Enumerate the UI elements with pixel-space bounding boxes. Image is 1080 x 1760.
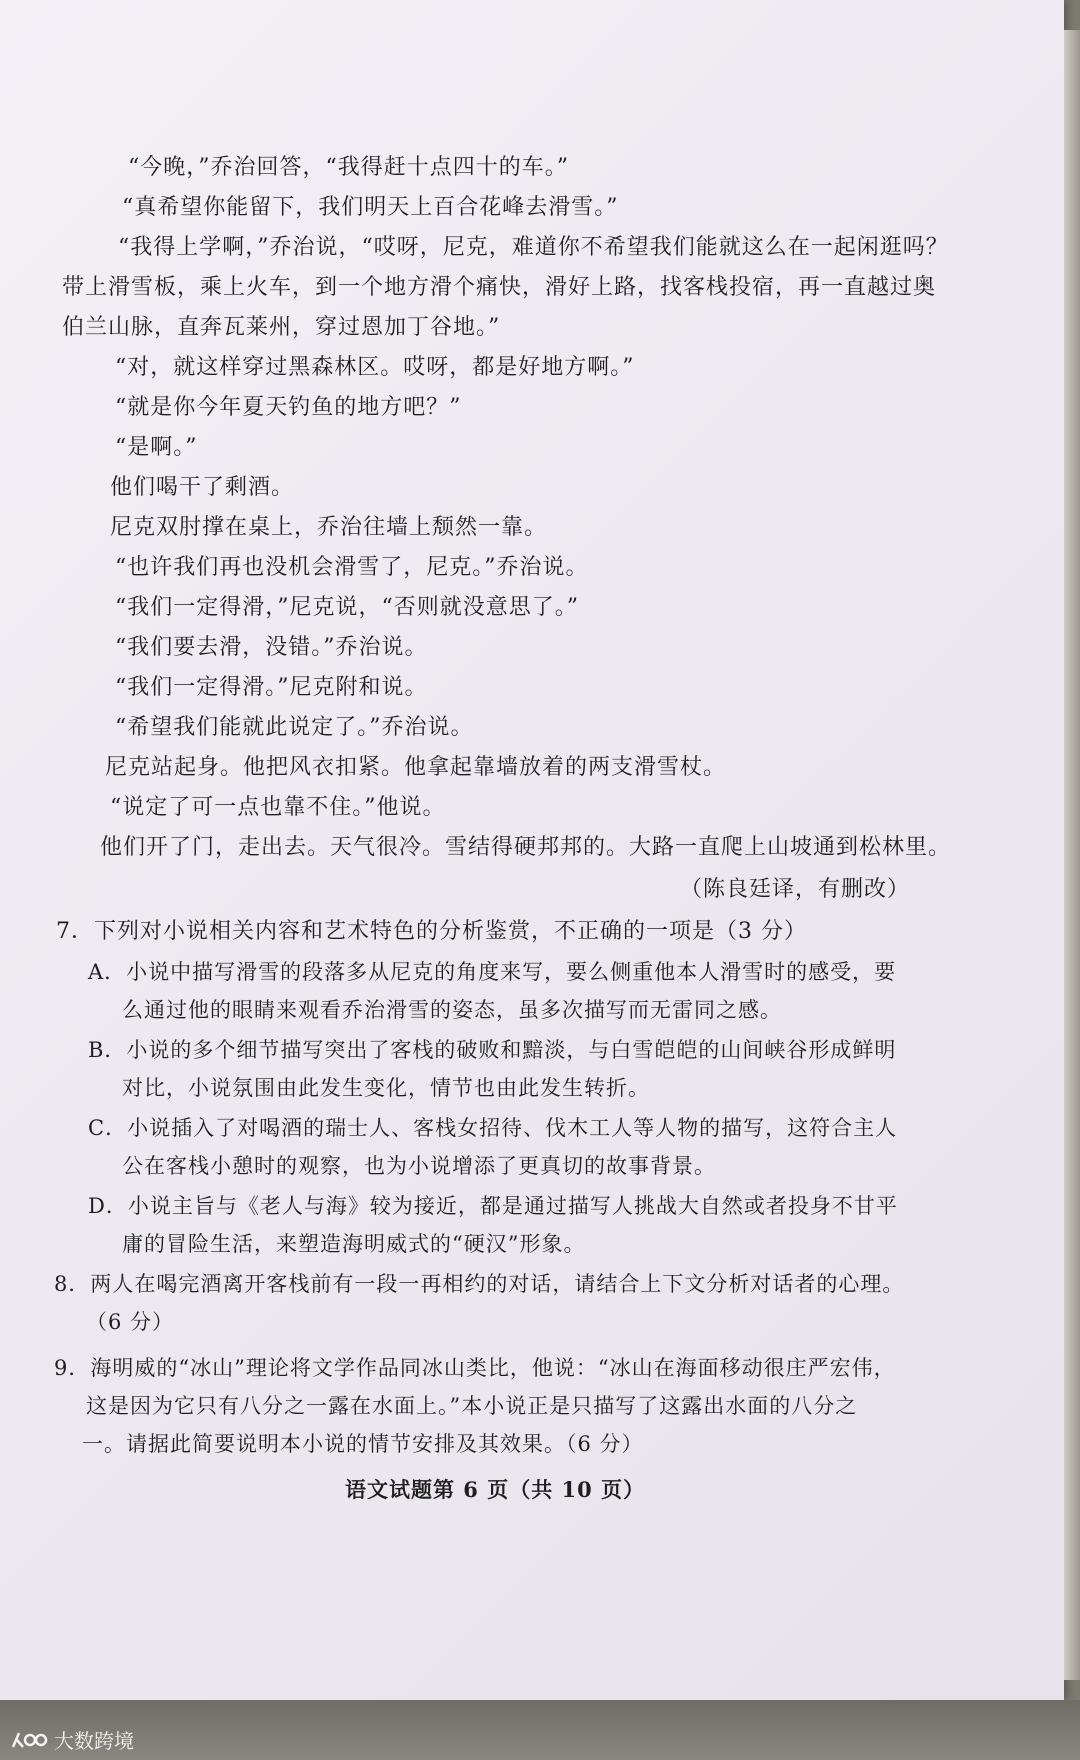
- question-9-line2: 这是因为它只有八分之一露在水面上。”本小说正是只描写了这露出水面的八分之: [86, 1394, 858, 1418]
- desk-background: [0, 1700, 1080, 1760]
- story-line-18: 他们开了门，走出去。天气很冷。雪结得硬邦邦的。大路一直爬上山坡通到松林里。: [100, 835, 952, 860]
- watermark-text: 大数跨境: [54, 1729, 134, 1753]
- question-8-line1: 8．两人在喝完酒离开客栈前有一段一再相约的对话，请结合上下文分析对话者的心理。: [54, 1272, 905, 1296]
- story-line-4: 带上滑雪板，乘上火车，到一个地方滑个痛快，滑好上路，找客栈投宿，再一直越过奥: [62, 275, 937, 300]
- story-line-10: 尼克双肘撑在桌上，乔治往墙上颓然一靠。: [110, 515, 548, 540]
- story-line-2: “真希望你能留下，我们明天上百合花峰去滑雪。”: [122, 195, 619, 220]
- story-line-8: “是啊。”: [115, 435, 198, 460]
- story-line-12: “我们一定得滑，”尼克说，“否则就没意思了。”: [115, 595, 579, 620]
- q7-option-d-line1: D．小说主旨与《老人与海》较为接近，都是通过描写人挑战大自然或者投身不甘平: [88, 1194, 898, 1218]
- q7-option-c-line1: C．小说插入了对喝酒的瑞士人、客栈女招待、伐木工人等人物的描写，这符合主人: [88, 1116, 898, 1140]
- question-9-line3: 一。请据此简要说明本小说的情节安排及其效果。（6 分）: [82, 1432, 644, 1456]
- page-footer: 语文试题第 6 页（共 10 页）: [345, 1477, 646, 1502]
- brand-logo-icon: [10, 1729, 48, 1751]
- question-9-line1: 9．海明威的“冰山”理论将文学作品同冰山类比，他说：“冰山在海面移动很庄严宏伟，: [54, 1356, 896, 1380]
- story-line-9: 他们喝干了剩酒。: [110, 475, 295, 500]
- q7-option-c-line2: 公在客栈小憩时的观察，也为小说增添了更真切的故事背景。: [122, 1154, 716, 1178]
- story-line-7: “就是你今年夏天钓鱼的地方吧？”: [115, 395, 462, 420]
- story-line-1: “今晚，”乔治回答，“我得赶十点四十的车。”: [128, 155, 569, 180]
- story-line-6: “对，就这样穿过黑森林区。哎呀，都是好地方啊。”: [115, 355, 635, 380]
- story-line-16: 尼克站起身。他把风衣扣紧。他拿起靠墙放着的两支滑雪杖。: [105, 755, 727, 780]
- story-line-5: 伯兰山脉，直奔瓦莱州，穿过恩加丁谷地。”: [62, 315, 501, 340]
- watermark: [10, 1725, 134, 1754]
- q7-option-a-line1: A．小说中描写滑雪的段落多从尼克的角度来写，要么侧重他本人滑雪时的感受，要: [88, 960, 897, 984]
- story-line-14: “我们一定得滑。”尼克附和说。: [115, 675, 428, 700]
- translation-source: （陈良廷译，有删改）: [680, 877, 911, 902]
- q7-option-b-line2: 对比，小说氛围由此发生变化，情节也由此发生转折。: [122, 1076, 650, 1100]
- q7-option-b-line1: B．小说的多个细节描写突出了客栈的破败和黯淡，与白雪皑皑的山间峡谷形成鲜明: [88, 1038, 897, 1062]
- story-line-17: “说定了可一点也靠不住。”他说。: [110, 795, 446, 820]
- story-line-13: “我们要去滑，没错。”乔治说。: [115, 635, 428, 660]
- question-8-line2: （6 分）: [86, 1310, 175, 1334]
- story-line-11: “也许我们再也没机会滑雪了，尼克。”乔治说。: [115, 555, 589, 580]
- story-line-15: “希望我们能就此说定了。”乔治说。: [115, 715, 474, 740]
- q7-option-d-line2: 庸的冒险生活，来塑造海明威式的“硬汉”形象。: [122, 1232, 586, 1256]
- story-line-3: “我得上学啊，”乔治说，“哎呀，尼克，难道你不希望我们能就这么在一起闲逛吗？: [118, 235, 949, 260]
- q7-option-a-line2: 么通过他的眼睛来观看乔治滑雪的姿态，虽多次描写而无雷同之感。: [122, 998, 782, 1022]
- question-7-stem: 7．下列对小说相关内容和艺术特色的分析鉴赏，不正确的一项是（3 分）: [56, 919, 807, 944]
